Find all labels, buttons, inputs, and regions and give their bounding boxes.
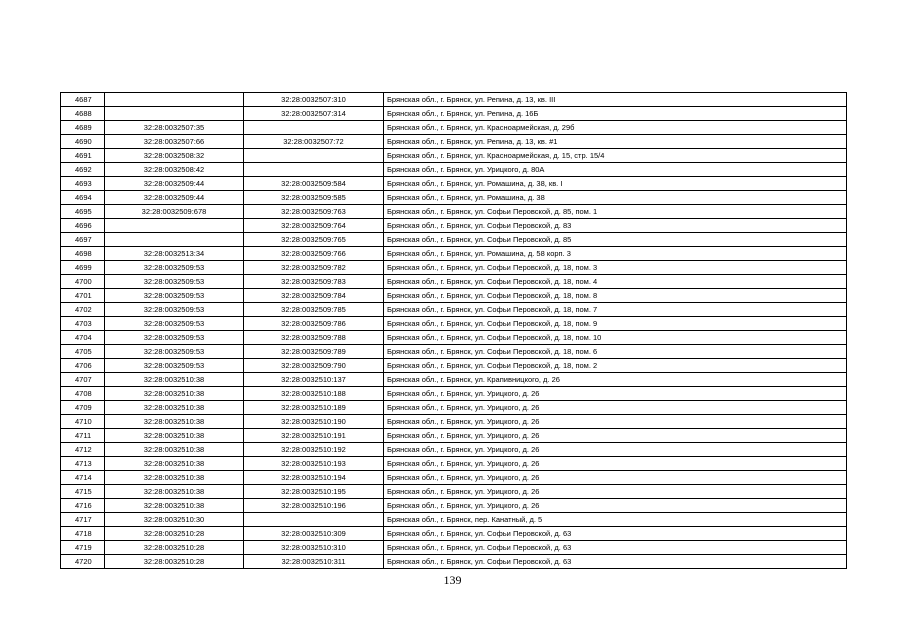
land-cadastral-number-cell xyxy=(105,107,244,121)
row-number-cell: 4701 xyxy=(61,289,105,303)
address-cell: Брянская обл., г. Брянск, ул. Урицкого, д. 26 xyxy=(384,471,847,485)
land-cadastral-number-cell: 32:28:0032508:32 xyxy=(105,149,244,163)
object-cadastral-number-cell: 32:28:0032509:585 xyxy=(244,191,384,205)
row-number-cell: 4694 xyxy=(61,191,105,205)
table-row xyxy=(61,163,847,177)
object-cadastral-number-cell: 32:28:0032509:763 xyxy=(244,205,384,219)
object-cadastral-number-cell: 32:28:0032509:766 xyxy=(244,247,384,261)
land-cadastral-number-cell xyxy=(105,93,244,107)
address-cell: Брянская обл., г. Брянск, ул. Репина, д. 13, кв. #1 xyxy=(384,135,847,149)
table-row xyxy=(61,345,847,359)
land-cadastral-number-cell: 32:28:0032510:38 xyxy=(105,373,244,387)
address-cell: Брянская обл., г. Брянск, ул. Урицкого, д. 26 xyxy=(384,499,847,513)
row-number-cell: 4703 xyxy=(61,317,105,331)
object-cadastral-number-cell: 32:28:0032509:764 xyxy=(244,219,384,233)
land-cadastral-number-cell: 32:28:0032510:38 xyxy=(105,443,244,457)
land-cadastral-number-cell: 32:28:0032509:53 xyxy=(105,331,244,345)
land-cadastral-number-cell: 32:28:0032507:66 xyxy=(105,135,244,149)
address-cell: Брянская обл., г. Брянск, ул. Софьи Перовской, д. 18, пом. 10 xyxy=(384,331,847,345)
table-row xyxy=(61,555,847,569)
address-cell: Брянская обл., г. Брянск, ул. Ромашина, д. 58 корп. 3 xyxy=(384,247,847,261)
row-number-cell: 4720 xyxy=(61,555,105,569)
land-cadastral-number-cell: 32:28:0032509:53 xyxy=(105,317,244,331)
row-number-cell: 4693 xyxy=(61,177,105,191)
land-cadastral-number-cell: 32:28:0032509:53 xyxy=(105,275,244,289)
address-cell: Брянская обл., г. Брянск, ул. Урицкого, д. 26 xyxy=(384,401,847,415)
land-cadastral-number-cell: 32:28:0032509:44 xyxy=(105,191,244,205)
object-cadastral-number-cell: 32:28:0032509:784 xyxy=(244,289,384,303)
address-cell: Брянская обл., г. Брянск, ул. Урицкого, д. 26 xyxy=(384,387,847,401)
land-cadastral-number-cell: 32:28:0032509:53 xyxy=(105,303,244,317)
object-cadastral-number-cell: 32:28:0032510:194 xyxy=(244,471,384,485)
land-cadastral-number-cell: 32:28:0032510:28 xyxy=(105,555,244,569)
land-cadastral-number-cell xyxy=(105,219,244,233)
table-row xyxy=(61,429,847,443)
object-cadastral-number-cell: 32:28:0032507:314 xyxy=(244,107,384,121)
land-cadastral-number-cell xyxy=(105,233,244,247)
address-cell: Брянская обл., г. Брянск, пер. Канатный, д. 5 xyxy=(384,513,847,527)
row-number-cell: 4698 xyxy=(61,247,105,261)
table-row xyxy=(61,359,847,373)
row-number-cell: 4691 xyxy=(61,149,105,163)
object-cadastral-number-cell xyxy=(244,163,384,177)
land-cadastral-number-cell: 32:28:0032510:30 xyxy=(105,513,244,527)
table-row xyxy=(61,415,847,429)
land-cadastral-number-cell: 32:28:0032510:38 xyxy=(105,499,244,513)
land-cadastral-number-cell: 32:28:0032509:678 xyxy=(105,205,244,219)
land-cadastral-number-cell: 32:28:0032510:28 xyxy=(105,527,244,541)
object-cadastral-number-cell: 32:28:0032510:196 xyxy=(244,499,384,513)
row-number-cell: 4706 xyxy=(61,359,105,373)
table-row xyxy=(61,205,847,219)
address-cell: Брянская обл., г. Брянск, ул. Софьи Перовской, д. 18, пом. 7 xyxy=(384,303,847,317)
row-number-cell: 4695 xyxy=(61,205,105,219)
table-row xyxy=(61,93,847,107)
table-row xyxy=(61,233,847,247)
object-cadastral-number-cell: 32:28:0032509:789 xyxy=(244,345,384,359)
row-number-cell: 4710 xyxy=(61,415,105,429)
table-row xyxy=(61,191,847,205)
land-cadastral-number-cell: 32:28:0032510:38 xyxy=(105,471,244,485)
address-cell: Брянская обл., г. Брянск, ул. Софьи Перовской, д. 63 xyxy=(384,541,847,555)
object-cadastral-number-cell: 32:28:0032509:788 xyxy=(244,331,384,345)
land-cadastral-number-cell: 32:28:0032509:53 xyxy=(105,359,244,373)
row-number-cell: 4692 xyxy=(61,163,105,177)
land-cadastral-number-cell: 32:28:0032510:38 xyxy=(105,457,244,471)
registry-table xyxy=(60,92,847,569)
land-cadastral-number-cell: 32:28:0032510:38 xyxy=(105,387,244,401)
object-cadastral-number-cell: 32:28:0032507:72 xyxy=(244,135,384,149)
address-cell: Брянская обл., г. Брянск, ул. Софьи Перовской, д. 83 xyxy=(384,219,847,233)
address-cell: Брянская обл., г. Брянск, ул. Урицкого, д. 26 xyxy=(384,429,847,443)
object-cadastral-number-cell: 32:28:0032510:137 xyxy=(244,373,384,387)
object-cadastral-number-cell: 32:28:0032510:309 xyxy=(244,527,384,541)
table-row xyxy=(61,527,847,541)
address-cell: Брянская обл., г. Брянск, ул. Софьи Перовской, д. 18, пом. 8 xyxy=(384,289,847,303)
address-cell: Брянская обл., г. Брянск, ул. Крапивницкого, д. 26 xyxy=(384,373,847,387)
table-row xyxy=(61,247,847,261)
address-cell: Брянская обл., г. Брянск, ул. Софьи Перовской, д. 18, пом. 3 xyxy=(384,261,847,275)
land-cadastral-number-cell: 32:28:0032513:34 xyxy=(105,247,244,261)
table-row xyxy=(61,317,847,331)
table-row xyxy=(61,443,847,457)
table-row xyxy=(61,219,847,233)
address-cell: Брянская обл., г. Брянск, ул. Софьи Перовской, д. 85 xyxy=(384,233,847,247)
row-number-cell: 4687 xyxy=(61,93,105,107)
table-row xyxy=(61,275,847,289)
object-cadastral-number-cell: 32:28:0032509:765 xyxy=(244,233,384,247)
row-number-cell: 4696 xyxy=(61,219,105,233)
table-row xyxy=(61,121,847,135)
land-cadastral-number-cell: 32:28:0032509:53 xyxy=(105,261,244,275)
table-row xyxy=(61,485,847,499)
table-row xyxy=(61,261,847,275)
table-row xyxy=(61,401,847,415)
address-cell: Брянская обл., г. Брянск, ул. Урицкого, д. 26 xyxy=(384,443,847,457)
row-number-cell: 4688 xyxy=(61,107,105,121)
land-cadastral-number-cell: 32:28:0032507:35 xyxy=(105,121,244,135)
object-cadastral-number-cell xyxy=(244,149,384,163)
row-number-cell: 4689 xyxy=(61,121,105,135)
object-cadastral-number-cell: 32:28:0032509:584 xyxy=(244,177,384,191)
object-cadastral-number-cell xyxy=(244,121,384,135)
row-number-cell: 4717 xyxy=(61,513,105,527)
address-cell: Брянская обл., г. Брянск, ул. Урицкого, д. 26 xyxy=(384,485,847,499)
address-cell: Брянская обл., г. Брянск, ул. Ромашина, д. 38, кв. I xyxy=(384,177,847,191)
row-number-cell: 4713 xyxy=(61,457,105,471)
object-cadastral-number-cell: 32:28:0032510:310 xyxy=(244,541,384,555)
object-cadastral-number-cell: 32:28:0032509:786 xyxy=(244,317,384,331)
address-cell: Брянская обл., г. Брянск, ул. Софьи Перовской, д. 18, пом. 2 xyxy=(384,359,847,373)
object-cadastral-number-cell: 32:28:0032510:190 xyxy=(244,415,384,429)
object-cadastral-number-cell: 32:28:0032510:191 xyxy=(244,429,384,443)
address-cell: Брянская обл., г. Брянск, ул. Урицкого, д. 26 xyxy=(384,457,847,471)
land-cadastral-number-cell: 32:28:0032509:53 xyxy=(105,345,244,359)
land-cadastral-number-cell: 32:28:0032509:53 xyxy=(105,289,244,303)
object-cadastral-number-cell: 32:28:0032509:782 xyxy=(244,261,384,275)
address-cell: Брянская обл., г. Брянск, ул. Красноармейская, д. 29б xyxy=(384,121,847,135)
row-number-cell: 4709 xyxy=(61,401,105,415)
table-row xyxy=(61,107,847,121)
address-cell: Брянская обл., г. Брянск, ул. Ромашина, д. 38 xyxy=(384,191,847,205)
land-cadastral-number-cell: 32:28:0032509:44 xyxy=(105,177,244,191)
page-number: 139 xyxy=(443,573,462,587)
land-cadastral-number-cell: 32:28:0032508:42 xyxy=(105,163,244,177)
address-cell: Брянская обл., г. Брянск, ул. Софьи Перовской, д. 63 xyxy=(384,527,847,541)
table-row xyxy=(61,457,847,471)
row-number-cell: 4699 xyxy=(61,261,105,275)
land-cadastral-number-cell: 32:28:0032510:38 xyxy=(105,429,244,443)
table-row xyxy=(61,331,847,345)
object-cadastral-number-cell: 32:28:0032507:310 xyxy=(244,93,384,107)
row-number-cell: 4700 xyxy=(61,275,105,289)
address-cell: Брянская обл., г. Брянск, ул. Софьи Перовской, д. 18, пом. 6 xyxy=(384,345,847,359)
object-cadastral-number-cell: 32:28:0032510:193 xyxy=(244,457,384,471)
address-cell: Брянская обл., г. Брянск, ул. Софьи Перовской, д. 18, пом. 9 xyxy=(384,317,847,331)
row-number-cell: 4716 xyxy=(61,499,105,513)
object-cadastral-number-cell: 32:28:0032510:192 xyxy=(244,443,384,457)
address-cell: Брянская обл., г. Брянск, ул. Красноармейская, д. 15, стр. 15/4 xyxy=(384,149,847,163)
address-cell: Брянская обл., г. Брянск, ул. Урицкого, д. 80А xyxy=(384,163,847,177)
object-cadastral-number-cell: 32:28:0032510:311 xyxy=(244,555,384,569)
table-row xyxy=(61,499,847,513)
row-number-cell: 4708 xyxy=(61,387,105,401)
object-cadastral-number-cell: 32:28:0032509:783 xyxy=(244,275,384,289)
table-row xyxy=(61,177,847,191)
object-cadastral-number-cell xyxy=(244,513,384,527)
row-number-cell: 4690 xyxy=(61,135,105,149)
row-number-cell: 4704 xyxy=(61,331,105,345)
row-number-cell: 4712 xyxy=(61,443,105,457)
table-row xyxy=(61,373,847,387)
row-number-cell: 4715 xyxy=(61,485,105,499)
object-cadastral-number-cell: 32:28:0032509:785 xyxy=(244,303,384,317)
row-number-cell: 4714 xyxy=(61,471,105,485)
row-number-cell: 4711 xyxy=(61,429,105,443)
table-row xyxy=(61,135,847,149)
address-cell: Брянская обл., г. Брянск, ул. Репина, д. 16Б xyxy=(384,107,847,121)
address-cell: Брянская обл., г. Брянск, ул. Софьи Перовской, д. 85, пом. 1 xyxy=(384,205,847,219)
row-number-cell: 4719 xyxy=(61,541,105,555)
row-number-cell: 4697 xyxy=(61,233,105,247)
table-row xyxy=(61,149,847,163)
object-cadastral-number-cell: 32:28:0032509:790 xyxy=(244,359,384,373)
land-cadastral-number-cell: 32:28:0032510:38 xyxy=(105,401,244,415)
address-cell: Брянская обл., г. Брянск, ул. Софьи Перовской, д. 63 xyxy=(384,555,847,569)
land-cadastral-number-cell: 32:28:0032510:38 xyxy=(105,415,244,429)
table-row xyxy=(61,513,847,527)
object-cadastral-number-cell: 32:28:0032510:189 xyxy=(244,401,384,415)
table-row xyxy=(61,541,847,555)
table-row xyxy=(61,289,847,303)
registry-table-body xyxy=(61,93,847,569)
address-cell: Брянская обл., г. Брянск, ул. Урицкого, д. 26 xyxy=(384,415,847,429)
row-number-cell: 4718 xyxy=(61,527,105,541)
object-cadastral-number-cell: 32:28:0032510:188 xyxy=(244,387,384,401)
row-number-cell: 4707 xyxy=(61,373,105,387)
table-row xyxy=(61,471,847,485)
land-cadastral-number-cell: 32:28:0032510:28 xyxy=(105,541,244,555)
address-cell: Брянская обл., г. Брянск, ул. Репина, д. 13, кв. III xyxy=(384,93,847,107)
address-cell: Брянская обл., г. Брянск, ул. Софьи Перовской, д. 18, пом. 4 xyxy=(384,275,847,289)
object-cadastral-number-cell: 32:28:0032510:195 xyxy=(244,485,384,499)
table-row xyxy=(61,303,847,317)
land-cadastral-number-cell: 32:28:0032510:38 xyxy=(105,485,244,499)
row-number-cell: 4702 xyxy=(61,303,105,317)
table-row xyxy=(61,387,847,401)
row-number-cell: 4705 xyxy=(61,345,105,359)
